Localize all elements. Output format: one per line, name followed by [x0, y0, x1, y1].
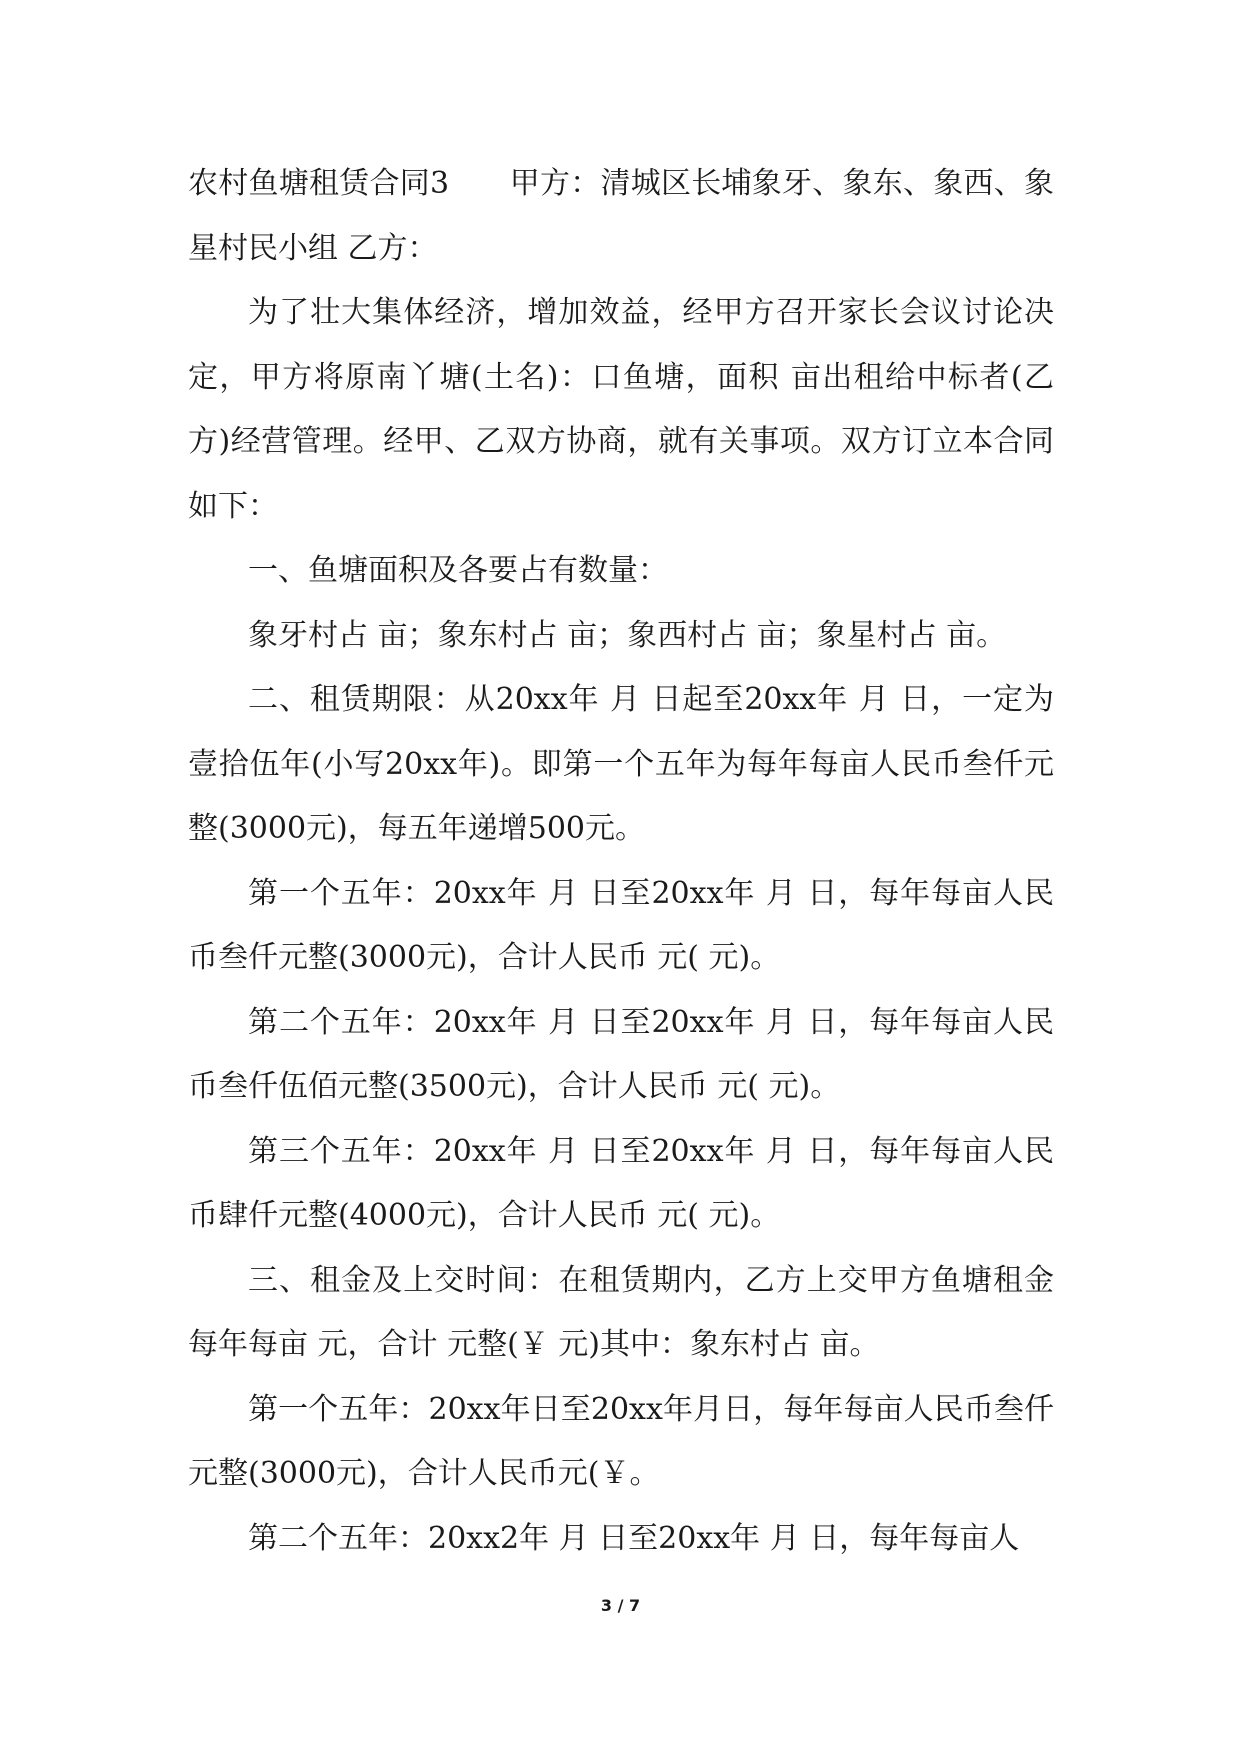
- paragraph-first-five-years: 第一个五年：20xx年 月 日至20xx年 月 日，每年每亩人民币叁仟元整(3000元)，合计人民币 元( 元)。: [188, 875, 1054, 975]
- paragraph-third-five-years: 第三个五年：20xx年 月 日至20xx年 月 日，每年每亩人民币肆仟元整(4000元)，合计人民币 元( 元)。: [188, 1133, 1054, 1233]
- document-body: [188, 152, 1054, 1571]
- paragraph-section-3-rent: 三、租金及上交时间：在租赁期内，乙方上交甲方鱼塘租金每年每亩 元，合计 元整(￥ 元)其中：象东村占 亩。: [188, 1262, 1054, 1362]
- paragraph-rent-first-five-years: 第一个五年：20xx年日至20xx年月日，每年每亩人民币叁仟元整(3000元)，合计人民币元(￥。: [188, 1391, 1054, 1491]
- paragraph-intro: 为了壮大集体经济，增加效益，经甲方召开家长会议讨论决定，甲方将原南丫塘(土名)：口鱼塘，面积 亩出租给中标者(乙方)经营管理。经甲、乙双方协商，就有关事项。双方订立本合同如下：: [188, 295, 1054, 524]
- page-number: 3 / 7: [600, 1596, 641, 1615]
- paragraph-section-1-heading: 一、鱼塘面积及各要占有数量：: [248, 553, 668, 588]
- paragraph-second-five-years: 第二个五年：20xx年 月 日至20xx年 月 日，每年每亩人民币叁仟伍佰元整(3500元)，合计人民币 元( 元)。: [188, 1004, 1054, 1104]
- paragraph-rent-second-five-years: 第二个五年：20xx2年 月 日至20xx年 月 日，每年每亩人: [248, 1520, 1020, 1556]
- paragraph-village-shares: 象牙村占 亩；象东村占 亩；象西村占 亩；象星村占 亩。: [248, 617, 1007, 653]
- paragraph-title: 农村鱼塘租赁合同3 甲方：清城区长埔象牙、象东、象西、象星村民小组 乙方：: [188, 166, 1054, 266]
- paragraph-section-2-term: 二、租赁期限：从20xx年 月 日起至20xx年 月 日，一定为壹拾伍年(小写20xx年)。即第一个五年为每年每亩人民币叁仟元整(3000元)，每五年递增500元。: [188, 682, 1054, 846]
